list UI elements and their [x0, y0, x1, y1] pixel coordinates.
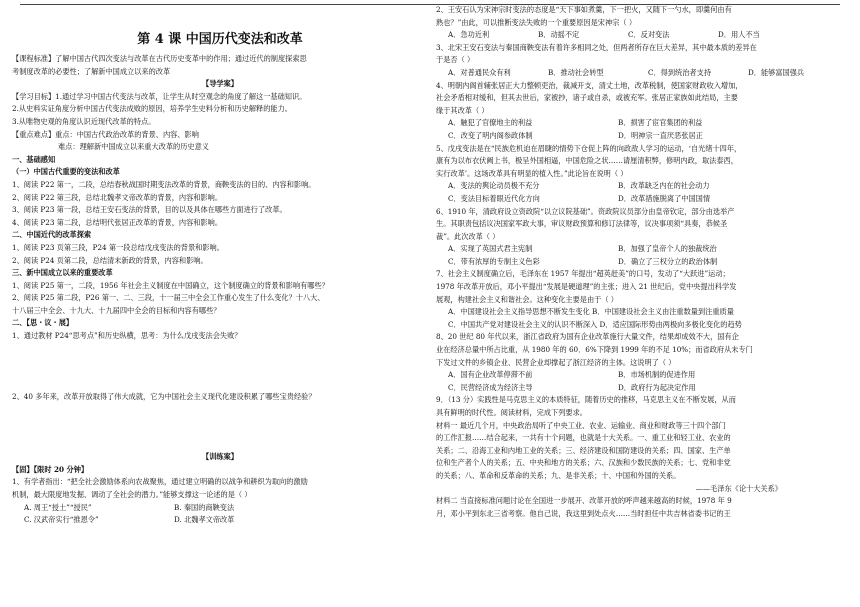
- question-9-text: 9．（13 分）实践性是马克思主义的本质特征，随着历史的推移，马克思主义在不断发展，从而: [436, 395, 736, 405]
- course-standard-cont: 考制度改革的必要性；了解新中国成立以来的改革: [12, 66, 171, 76]
- option-b[interactable]: B．市场机制的促进作用: [618, 370, 696, 380]
- option-b[interactable]: B. 秦国的商鞅变法: [174, 502, 235, 512]
- options-row: [12, 514, 428, 527]
- key-point: 【重点难点】重点：中国古代政治改革的背景、内容、影响: [12, 129, 199, 139]
- option-b[interactable]: B．改革缺乏内在的社会动力: [618, 181, 710, 191]
- reading-task-3: 3、阅读 P23 第一段，总结王安石变法的背景，目的以及具体在哪些方面进行了改革。: [12, 205, 287, 215]
- left-column: [12, 0, 428, 527]
- question-5-text: 5、戊戌变法是在“民族危机迫在眉睫的情势下仓促上阵的向政敌人学习的运动，‘自光绪十四年，: [436, 143, 742, 153]
- option-c[interactable]: C. 汉武帝实行“推恩令”: [24, 515, 99, 525]
- right-column: [436, 4, 852, 520]
- option-d[interactable]: D．能够富国强兵: [748, 67, 805, 77]
- reading-task-1: 1、阅读 P22 第一，二段，总结春秋战国时期变法改革的背景，商鞅变法的目的、内容和影响。: [12, 179, 316, 189]
- option-a[interactable]: A．国有企业改革停滞不前: [448, 370, 533, 380]
- option-a[interactable]: A．对普通民众有利: [448, 67, 511, 77]
- question-8-text-cont: 业在经济总量中所占比重，从 1980 年的 60．6%下降到 1999 年的不足 10%；而省政府从未专门: [436, 345, 753, 355]
- question-6-text-cont2: 裁”。此次改革（ ）: [436, 231, 500, 241]
- option-d[interactable]: D．政府行为起决定作用: [618, 382, 696, 392]
- reading-task-2: 2、阅读 P22 第三段，总结北魏孝文帝改革的背景，内容和影响。: [12, 192, 223, 202]
- question-7-text-cont2: 展观，构建社会主义和谐社会。这种变化主要是由于（ ）: [436, 294, 618, 304]
- question-5-text-cont: 康有为以布衣伏阙上书，极呈外国相逼，中国危险之状……请厘清积弊，修明内政，取法泰西，: [436, 156, 738, 166]
- option-a[interactable]: A．急功近利: [448, 30, 490, 40]
- option-c[interactable]: C．带有浓厚的专制主义色彩: [448, 256, 540, 266]
- question-4-text: 4、明朝内阁首辅张居正大力整顿吏治，裁减开支，清丈土地，改革税制，使国家财政收入增加，: [436, 80, 743, 90]
- option-d[interactable]: D．确立了三权分立的政治体制: [618, 256, 718, 266]
- option-a[interactable]: A．实现了英国式君主宪制: [448, 244, 533, 254]
- section-1-heading: 一、基础感知: [12, 154, 56, 164]
- options-row: [436, 193, 852, 206]
- difficult-point: 难点：理解新中国成立以来重大改革的历史意义: [58, 142, 209, 152]
- option-b[interactable]: B．推动社会转型: [548, 67, 604, 77]
- question-6-text-cont: 生。其职责包括议决国家军政大事，审议财政预算和修订法律等，议决事项须“具奏，恭候圣: [436, 219, 728, 229]
- option-d[interactable]: D．用人不当: [718, 30, 760, 40]
- course-standard: 【课程标准】了解中国古代四次变法与改革在古代历史变革中的作用；通过近代的制度探索思: [12, 54, 307, 63]
- options-row: [436, 369, 852, 382]
- question-7-text: 7、社会主义制度确立后，毛泽东在 1957 年提出“超英赶美”的口号，发动了“大跃进”运动；: [436, 269, 730, 279]
- material-1-line-2: 的工作汇报……结合起来，一共有十个问题，也就是十大关系。一、重工业和轻工业、农业的: [436, 433, 731, 443]
- option-d[interactable]: D．改革措施脱离了中国国情: [618, 193, 711, 203]
- training-header: 【训练案】: [202, 452, 238, 462]
- option-c[interactable]: C．反对变法: [628, 30, 670, 40]
- training-question-1-cont: 机制，最大限度地发掘、调动了全社会的潜力。”能够支撑这一论述的是（ ）: [12, 490, 252, 500]
- option-a[interactable]: A．变法的舆论动员极不充分: [448, 181, 540, 191]
- section-1a-heading: （一）中国古代重要的变法和改革: [12, 167, 120, 177]
- guide-header: 【导学案】: [202, 79, 238, 89]
- reading-task-8: 2、阅读 P25 第二段，P26 第一、二、三段，十一届三中全会工作重心发生了什么变化？十八大、: [12, 293, 325, 303]
- reading-task-4: 4、阅读 P23 第二段，总结明代张居正改革的背景，内容和影响。: [12, 217, 223, 227]
- question-2-text-cont: 熟也？”由此，可以推断变法失败的一个重要原因是宋神宗（ ）: [436, 17, 637, 27]
- options-row: [436, 117, 852, 130]
- question-3-text: 3、北宋王安石变法与秦国商鞅变法有着许多相同之处，但两者所存在巨大差异，其中最本质的差异在: [436, 42, 757, 52]
- question-4-text-cont2: 缘于其改革（ ）: [436, 105, 489, 115]
- options-row: [436, 180, 852, 193]
- options-row: [436, 67, 852, 80]
- option-d[interactable]: D. 北魏孝文帝改革: [174, 515, 235, 525]
- option-b[interactable]: B．损害了宦官集团的利益: [618, 118, 703, 128]
- question-5-text-cont2: 实行改革’。这场改革具有明显的植入性。”此论旨在说明（ ）: [436, 168, 628, 178]
- question-7-text-cont: 1978 年改革开放后，邓小平提出“发展是硬道理”的主张；进入 21 世纪后，党中央提出科学发: [436, 282, 737, 292]
- option-a[interactable]: A．触犯了官僚地主的利益: [448, 118, 533, 128]
- option-b[interactable]: B．加强了皇帝个人的独裁统治: [618, 244, 717, 254]
- option-c[interactable]: C．得到统治者支持: [648, 67, 712, 77]
- options-row: [436, 256, 852, 269]
- material-2-line-2: 月，邓小平到东北三省考察。他自己说，我这里到处点火……当时担任中共吉林省委书记的王: [436, 508, 731, 518]
- section-4-heading: 二、【思・议・展】: [12, 318, 74, 328]
- reading-task-8-cont: 十八届三中全会、十九大、十九届四中全会的目标和内容有哪些？: [12, 305, 221, 315]
- section-3-heading: 三、新中国成立以来的重要改革: [12, 268, 113, 278]
- reading-task-5: 1、阅读 P23 页第三段，P24 第一段总结戊戌变法的背景和影响。: [12, 242, 224, 252]
- answer-space-1[interactable]: [12, 343, 428, 391]
- section-2-heading: 二、中国近代的改革探索: [12, 230, 92, 240]
- reading-task-6: 2、阅读 P24 页第二段，总结清末新政的背景，内容和影响。: [12, 255, 208, 265]
- options-row: [436, 29, 852, 42]
- options-row: [436, 382, 852, 395]
- option-b[interactable]: B．动摇不定: [538, 30, 580, 40]
- options-row: [436, 243, 852, 256]
- goal-2: 2.从史料实证角度分析中国古代变法成败的原因，培养学生史料分析和历史解释的能力。: [12, 104, 292, 114]
- lesson-title: 第 4 课 中国历代变法和改革: [137, 32, 303, 47]
- question-3-text-cont: 于是否（ ）: [436, 55, 475, 65]
- question-2-text: 2、王安石认为宋神宗时变法的态度是“天下事如煮羹，下一把火，又随下一勺水，即羹何由有: [436, 5, 732, 14]
- options-row: [12, 502, 428, 515]
- material-1-line-5: 的关系；八、革命和反革命的关系；九、是非关系；十、中国和外国的关系。: [436, 470, 681, 480]
- material-1-line-1: 材料一 最近几个月，中央政治局听了中央工业、农业、运输业、商业和财政等三十四个部门: [436, 420, 726, 430]
- question-8-text: 8、20 世纪 80 年代以来，浙江省政府为国有企业改革施行大量文件，结果却成效不大，国有企: [436, 332, 739, 342]
- training-subheader: 【固】【限时 20 分钟】: [12, 464, 89, 474]
- discussion-question-2: 2、40 多年来，改革开放取得了伟大成就，它为中国社会主义现代化建设积累了哪些宝贵经验？: [12, 391, 316, 401]
- option-d[interactable]: D．明神宗一直厌恶张居正: [618, 130, 703, 140]
- training-question-1: 1、有学者指出：“把全社会激励体系向农战聚焦，通过建立明确的以战争和耕织为取向的激励: [12, 477, 308, 487]
- goal-3: 3.从唯物史观的角度认识近现代改革的特点。: [12, 116, 156, 126]
- option-cd[interactable]: C．中国共产党对建设社会主义的认识不断深入 D．适应国际形势由两极向多极化变化的趋势: [448, 319, 742, 329]
- question-9-text-cont: 具有鲜明的时代性。阅读材料，完成下列要求。: [436, 408, 587, 417]
- question-8-text-cont2: 下发过文件的乡镇企业、民营企业却撑起了浙江经济的主体。这说明了（ ）: [436, 357, 676, 367]
- question-6-text: 6、1910 年，清政府设立资政院“以立议院基础”。资政院议员部分由皇帝钦定，部分由选举产: [436, 206, 735, 216]
- material-2-line-1: 材料二 当直接标准问题讨论在全国进一步展开、改革开放的呼声越来越高的时候，1978 年 9: [436, 496, 732, 506]
- option-c[interactable]: C．民营经济成为经济主导: [448, 382, 533, 392]
- reading-task-7: 1、阅读 P25 第一，二段，1956 年社会主义制度在中国确立，这个制度确立的背景和影响有哪些？: [12, 280, 329, 290]
- answer-space-2[interactable]: [12, 403, 428, 451]
- discussion-question-1: 1、通过教材 P24“思考点”和历史纵横，思考：为什么戊戌变法会失败？: [12, 331, 242, 341]
- goal-1: 【学习目标】1.通过学习中国古代变法与改革，让学生从时空观念的角度了解这一基础知识。: [12, 91, 307, 101]
- option-a[interactable]: A. 周王“授土”“授民”: [24, 502, 92, 512]
- option-c[interactable]: C．改变了明内阁参政体制: [448, 130, 533, 140]
- material-1-line-4: 位和生产者个人的关系；五、中央和地方的关系；六、汉族和少数民族的关系；七、党和非党: [436, 458, 731, 468]
- option-ab[interactable]: A．中国建设社会主义指导思想不断发生变化 B．中国建设社会主义由注重数量到注重质量: [448, 307, 734, 317]
- option-c[interactable]: C．变法目标着眼近代化方向: [448, 193, 540, 203]
- material-1-line-3: 关系；二、沿海工业和内地工业的关系；三、经济建设和国防建设的关系；四、国家、生产单: [436, 445, 731, 455]
- options-row: [436, 130, 852, 143]
- material-1-source: ——毛泽东《论十大关系》: [695, 483, 782, 493]
- question-4-text-cont: 社会矛盾相对缓和，但其去世后，家被抄，诸子或自杀，或被充军。张居正家族如此结局，主要: [436, 93, 738, 103]
